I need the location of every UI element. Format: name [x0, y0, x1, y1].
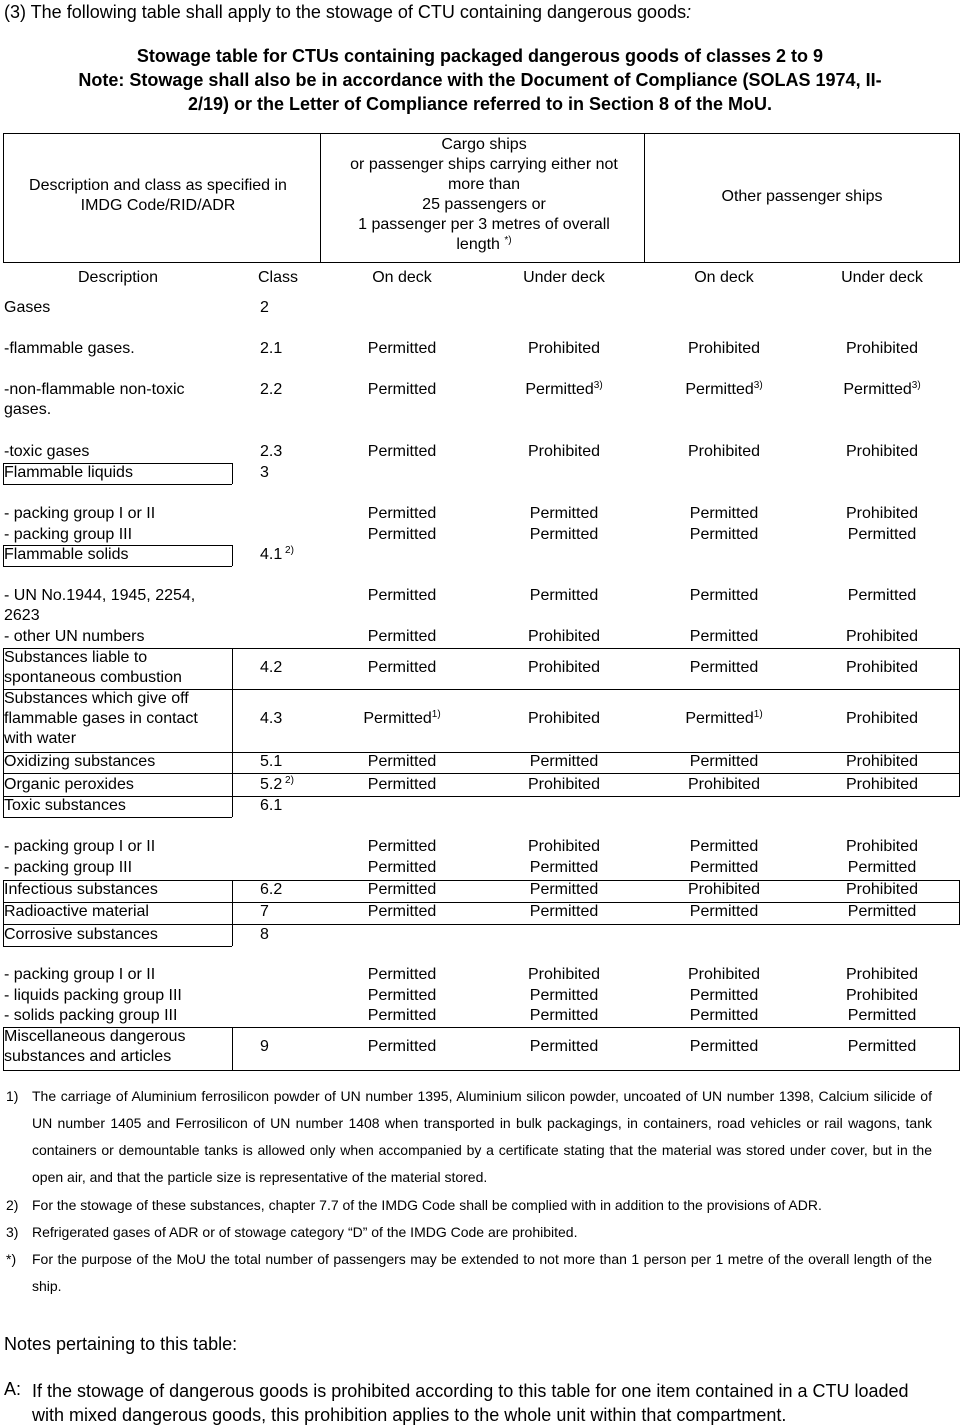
grid-line	[3, 946, 232, 947]
grid-line	[3, 689, 960, 690]
row-description	[4, 689, 232, 749]
stowage-cell: Permitted	[529, 859, 599, 876]
row-description-line: flammable gases in contact	[4, 710, 198, 727]
stowage-cell: Prohibited	[527, 838, 601, 855]
stowage-cell: Permitted	[367, 381, 437, 398]
row-description	[4, 627, 232, 647]
stowage-cell: Permitted	[367, 987, 437, 1004]
stowage-cell: Permitted	[689, 1038, 759, 1055]
row-description	[4, 925, 232, 945]
stowage-cell: Permitted	[529, 1038, 599, 1055]
stowage-cell: Prohibited	[845, 628, 919, 645]
row-description-line: - packing group I or II	[4, 838, 156, 855]
row-class: 4.1 $^{2)}$	[260, 545, 294, 563]
stowage-cell: Prohibited	[845, 753, 919, 770]
stowage-cell: Prohibited	[845, 838, 919, 855]
grid-line	[3, 880, 960, 881]
footnote-number: 2)	[6, 1197, 19, 1213]
row-class: 8	[260, 926, 269, 943]
grid-line	[3, 463, 232, 464]
row-class: 2.3	[260, 443, 283, 460]
row-description-line: Miscellaneous dangerous	[4, 1028, 186, 1045]
footnote-ref: 2)	[282, 545, 294, 556]
stowage-cell: Prohibited	[845, 881, 919, 898]
footnote-ref: 3)	[911, 380, 921, 391]
row-description	[4, 880, 232, 900]
header-cargo-line: more than	[447, 176, 521, 193]
row-class: 5.1	[260, 753, 283, 770]
stowage-cell: Permitted	[529, 1007, 599, 1024]
row-class: 6.2	[260, 881, 283, 898]
grid-line	[3, 1027, 4, 1070]
row-description	[4, 965, 232, 985]
stowage-cell: Permitted	[689, 753, 759, 770]
stowage-cell: Prohibited	[687, 443, 761, 460]
stowage-cell: Permitted	[367, 443, 437, 460]
row-description-line: Corrosive substances	[4, 926, 158, 943]
stowage-cell: Prohibited	[527, 340, 601, 357]
row-description	[4, 858, 232, 878]
stowage-cell: Prohibited	[527, 443, 601, 460]
grid-line	[3, 1070, 960, 1071]
header-desc-line: Description and class as specified in	[29, 177, 287, 194]
header-cargo-line: or passenger ships carrying either not	[350, 156, 618, 173]
row-description	[4, 442, 232, 462]
row-description-line: Substances which give off	[4, 690, 189, 707]
row-description	[4, 1006, 232, 1026]
grid-line	[3, 484, 232, 485]
stowage-cell: Prohibited	[687, 340, 761, 357]
stowage-cell: Prohibited	[845, 710, 919, 727]
row-description	[4, 775, 232, 795]
row-description-line: 2623	[4, 607, 40, 624]
grid-line	[232, 880, 233, 946]
stowage-cell: Permitted	[367, 628, 437, 645]
grid-line	[3, 773, 960, 774]
row-description-line: Radioactive material	[4, 903, 149, 920]
row-description-line: - packing group III	[4, 526, 133, 543]
header-desc-line: IMDG Code/RID/ADR	[80, 197, 236, 214]
grid-line	[232, 648, 233, 817]
header-other-passenger-ships: Other passenger ships	[721, 188, 883, 205]
row-description	[4, 339, 232, 359]
stowage-cell: Permitted	[847, 1038, 917, 1055]
row-class: 6.1	[260, 797, 283, 814]
stowage-cell: Prohibited	[845, 505, 919, 522]
stowage-cell: Permitted	[689, 859, 759, 876]
row-description	[4, 525, 232, 545]
footnote-text: The carriage of Aluminium ferrosilicon powder of UN number 1395, Aluminium silicon powder, uncoated of UN number 1398, Calcium silicide of UN number 1405 and Ferrosilicon of UN number 1408 when transported in bulk packagings, in containers, road vehicles or rail wagons, tank containers or demountable tanks is allowed only when accompanied by a certificate stating that the material was stored under cover, but in the open air, and that the particle size is representative of the material stored.	[32, 1088, 932, 1185]
footnote-ref: 2)	[282, 775, 294, 786]
stowage-cell: Permitted	[529, 526, 599, 543]
stowage-cell: Permitted	[367, 505, 437, 522]
stowage-cell: Prohibited	[687, 776, 761, 793]
grid-line	[3, 796, 960, 797]
row-description-line: -flammable gases.	[4, 340, 135, 357]
stowage-cell: Permitted	[689, 838, 759, 855]
stowage-cell: Prohibited	[845, 443, 919, 460]
subheader-other-on-deck: On deck	[694, 269, 754, 286]
stowage-cell: Prohibited	[845, 340, 919, 357]
footnote-ref: 3)	[753, 380, 763, 391]
stowage-cell: Permitted	[529, 881, 599, 898]
grid-line	[232, 545, 233, 566]
stowage-cell: Prohibited	[527, 628, 601, 645]
stowage-cell: Permitted	[689, 526, 759, 543]
stowage-cell: Prohibited	[845, 776, 919, 793]
stowage-cell: Permitted	[367, 526, 437, 543]
row-description	[4, 1027, 232, 1067]
stowage-cell: Permitted	[367, 753, 437, 770]
grid-line	[3, 752, 960, 753]
footnote-text: For the purpose of the MoU the total number of passengers may be extended to not more than 1 person per 1 metre of the overall length of the ship.	[32, 1251, 932, 1294]
subheader-class: Class	[257, 269, 298, 286]
table-heading	[0, 44, 960, 116]
note-a-text: If the stowage of dangerous goods is prohibited according to this table for one item contained in a CTU loaded with mixed dangerous goods, this prohibition applies to the whole unit within that compartment.	[32, 1381, 909, 1425]
stowage-cell: Permitted	[529, 505, 599, 522]
stowage-cell: Permitted	[367, 659, 437, 676]
row-class: 2.2	[260, 381, 283, 398]
stowage-cell: Permitted	[367, 859, 437, 876]
stowage-cell: Permitted	[847, 903, 917, 920]
footnote-number: 3)	[6, 1224, 19, 1240]
stowage-cell: Permitted	[367, 903, 437, 920]
note-a-label: A:	[4, 1379, 22, 1399]
row-description	[4, 545, 232, 565]
notes-title: Notes pertaining to this table:	[4, 1334, 238, 1354]
footnote-text: Refrigerated gases of ADR or of stowage category “D” of the IMDG Code are prohibited.	[32, 1224, 578, 1240]
header-cargo-line: 1 passenger per 3 metres of overall	[358, 216, 610, 233]
row-class: 4.2	[260, 659, 283, 676]
stowage-cell: Permitted$^{1)}$	[363, 709, 441, 727]
row-description-line: - liquids packing group III	[4, 987, 182, 1004]
row-class: 9	[260, 1038, 269, 1055]
row-description-line: -non-flammable non-toxic	[4, 381, 185, 398]
stowage-cell: Permitted	[367, 340, 437, 357]
stowage-cell: Permitted	[847, 859, 917, 876]
stowage-cell: Permitted	[367, 776, 437, 793]
footnote-text: For the stowage of these substances, chapter 7.7 of the IMDG Code shall be complied with in addition to the provisions of ADR.	[32, 1197, 822, 1213]
header-description-class	[0, 176, 316, 216]
row-class: 7	[260, 903, 269, 920]
stowage-cell: Prohibited	[527, 710, 601, 727]
grid-line	[3, 648, 4, 817]
header-cargo-line: length *)	[456, 235, 512, 253]
stowage-cell: Permitted	[529, 987, 599, 1004]
grid-line	[3, 545, 4, 566]
footnote-number: *)	[6, 1251, 17, 1267]
stowage-cell: Permitted	[847, 1007, 917, 1024]
subheader-description: Description	[77, 269, 159, 286]
stowage-cell: Permitted	[367, 881, 437, 898]
stowage-cell: Permitted	[689, 659, 759, 676]
heading-line-3: 2/19) or the Letter of Compliance referred to in Section 8 of the MoU.	[187, 94, 773, 114]
row-description-line: Organic peroxides	[4, 776, 134, 793]
grid-line	[232, 1027, 233, 1070]
subheader-other-under-deck: Under deck	[841, 269, 923, 286]
stowage-cell: Permitted	[847, 587, 917, 604]
stowage-cell: Permitted	[367, 1007, 437, 1024]
row-description-line: spontaneous combustion	[4, 669, 182, 686]
stowage-cell: Prohibited	[845, 987, 919, 1004]
stowage-cell: Prohibited	[527, 659, 601, 676]
row-description-line: - solids packing group III	[4, 1007, 178, 1024]
row-description-line: Toxic substances	[4, 797, 126, 814]
stowage-cell: Prohibited	[687, 966, 761, 983]
grid-line	[3, 133, 4, 262]
stowage-cell: Permitted$^{3)}$	[685, 380, 763, 398]
subheader-cargo-under-deck: Under deck	[523, 269, 605, 286]
stowage-cell: Permitted	[529, 903, 599, 920]
grid-line	[3, 566, 232, 567]
row-description	[4, 298, 232, 318]
stowage-cell: Permitted	[689, 1007, 759, 1024]
stowage-cell: Permitted	[689, 903, 759, 920]
row-description-line: - packing group III	[4, 859, 133, 876]
row-description-line: - other UN numbers	[4, 628, 145, 645]
footnote-ref: 1)	[431, 709, 441, 720]
row-class: 3	[260, 464, 269, 481]
stowage-cell: Prohibited	[687, 881, 761, 898]
grid-line	[3, 880, 4, 946]
stowage-cell: Prohibited	[845, 966, 919, 983]
stowage-cell: Permitted	[847, 526, 917, 543]
row-description-line: Substances liable to	[4, 649, 148, 666]
grid-line	[644, 133, 645, 262]
row-description	[4, 796, 232, 816]
row-class: 2.1	[260, 340, 283, 357]
row-description-line: -toxic gases	[4, 443, 90, 460]
stowage-cell: Permitted$^{1)}$	[685, 709, 763, 727]
row-description-line: gases.	[4, 401, 52, 418]
row-description-line: Flammable solids	[4, 546, 129, 563]
row-description-line: - packing group I or II	[4, 505, 156, 522]
grid-line	[3, 262, 960, 263]
stowage-cell: Permitted$^{3)}$	[525, 380, 603, 398]
row-description-line: with water	[4, 730, 77, 747]
stowage-cell: Prohibited	[527, 966, 601, 983]
footnote-ref: *)	[504, 235, 512, 246]
header-cargo-ships	[324, 135, 644, 255]
grid-line	[3, 463, 4, 484]
stowage-cell: Permitted	[689, 587, 759, 604]
stowage-cell: Permitted	[689, 505, 759, 522]
row-description	[4, 586, 232, 626]
stowage-cell: Permitted	[689, 987, 759, 1004]
stowage-cell: Permitted	[689, 628, 759, 645]
row-description	[4, 504, 232, 524]
grid-line	[3, 817, 232, 818]
grid-line	[3, 133, 960, 134]
row-description	[4, 648, 232, 688]
row-description	[4, 752, 232, 772]
grid-line	[232, 463, 233, 484]
heading-line-1: Stowage table for CTUs containing packaged dangerous goods of classes 2 to 9	[136, 46, 824, 66]
row-description-line: Flammable liquids	[4, 464, 133, 481]
stowage-cell: Prohibited	[845, 659, 919, 676]
stowage-cell: Permitted	[367, 587, 437, 604]
footnote-number: 1)	[6, 1088, 19, 1104]
stowage-cell: Permitted	[367, 838, 437, 855]
header-cargo-line: Cargo ships	[441, 136, 527, 153]
subheader-cargo-on-deck: On deck	[372, 269, 432, 286]
stowage-cell: Permitted	[367, 1038, 437, 1055]
row-description	[4, 837, 232, 857]
grid-line	[3, 902, 960, 903]
footnote-ref: 3)	[593, 380, 603, 391]
row-class: 5.2 $^{2)}$	[260, 775, 294, 793]
row-description-line: substances and articles	[4, 1048, 172, 1065]
intro-text: (3) The following table shall apply to the stowage of CTU containing dangerous goods:	[4, 2, 692, 22]
row-description-line: - packing group I or II	[4, 966, 156, 983]
stowage-cell: Permitted	[367, 966, 437, 983]
footnote-ref: 1)	[753, 709, 763, 720]
row-class: 4.3	[260, 710, 283, 727]
row-description-line: Infectious substances	[4, 881, 158, 898]
row-description-line: - UN No.1944, 1945, 2254,	[4, 587, 196, 604]
row-description-line: Oxidizing substances	[4, 753, 156, 770]
row-description-line: Gases	[4, 299, 51, 316]
row-description	[4, 380, 232, 420]
stowage-cell: Prohibited	[527, 776, 601, 793]
grid-line	[3, 648, 960, 649]
stowage-cell: Permitted$^{3)}$	[843, 380, 921, 398]
grid-line	[3, 545, 232, 546]
row-description	[4, 902, 232, 922]
row-description	[4, 986, 232, 1006]
row-class: 2	[260, 299, 269, 316]
header-cargo-line: 25 passengers or	[422, 196, 546, 213]
grid-line	[3, 1027, 960, 1028]
stowage-cell: Permitted	[529, 587, 599, 604]
heading-line-2: Note: Stowage shall also be in accordance with the Document of Compliance (SOLAS 1974, II-	[78, 70, 882, 90]
grid-line	[320, 133, 321, 262]
row-description	[4, 463, 232, 483]
stowage-cell: Permitted	[529, 753, 599, 770]
grid-line	[3, 924, 960, 925]
